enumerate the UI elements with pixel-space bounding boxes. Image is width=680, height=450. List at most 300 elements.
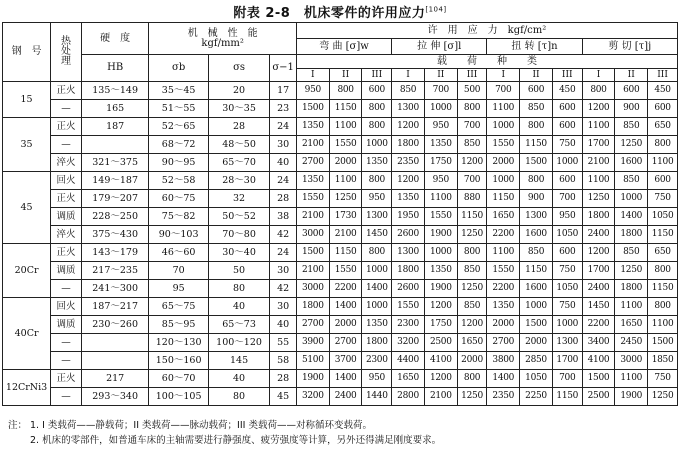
table-row (3, 154, 678, 172)
cell-stress: 2250 (520, 388, 553, 406)
cell-stress: 1300 (392, 244, 425, 262)
cell-stress: 1550 (329, 136, 362, 154)
cell-stress: 1150 (520, 262, 553, 280)
cell-stress: 2300 (392, 316, 425, 334)
cell-sigma-b: 35～45 (149, 82, 208, 100)
cell-stress: 850 (615, 118, 648, 136)
cell-stress: 1800 (362, 334, 392, 352)
cell-stress: 1100 (648, 154, 678, 172)
cell-stress: 1300 (392, 100, 425, 118)
cell-stress: 1100 (615, 370, 648, 388)
cell-stress: 1400 (615, 208, 648, 226)
cell-stress: 800 (520, 172, 553, 190)
cell-sigma-s: 80 (208, 280, 269, 298)
cell-stress: 850 (615, 172, 648, 190)
cell-stress: 600 (362, 82, 392, 100)
cell-stress: 1500 (296, 244, 329, 262)
cell-stress: 650 (648, 244, 678, 262)
cell-hardness: 187 (81, 118, 149, 136)
cell-stress: 1800 (615, 226, 648, 244)
cell-stress: 800 (457, 370, 487, 388)
cell-stress: 650 (648, 118, 678, 136)
cell-stress: 1150 (648, 280, 678, 298)
cell-stress: 450 (552, 82, 582, 100)
cell-stress: 1000 (552, 154, 582, 172)
cell-stress: 850 (615, 244, 648, 262)
cell-sigma-b: 51～55 (149, 100, 208, 118)
cell-stress: 700 (457, 172, 487, 190)
header-hardness: 硬 度 (81, 23, 149, 55)
cell-stress: 1750 (424, 154, 457, 172)
note-1-text: 1. I 类载荷——静载荷；II 类载荷——脉动载荷；III 类载荷——对称循环变载荷。 (30, 420, 372, 431)
cell-stress: 2400 (582, 226, 615, 244)
cell-stress: 4100 (582, 352, 615, 370)
cell-hardness: 375～430 (81, 226, 149, 244)
cell-stress: 800 (520, 118, 553, 136)
cell-stress: 800 (648, 262, 678, 280)
cell-treatment: — (51, 136, 82, 154)
cell-sigma-minus1: 23 (270, 100, 297, 118)
cell-stress: 1050 (552, 280, 582, 298)
note-1 (8, 418, 441, 433)
cell-sigma-minus1: 45 (270, 388, 297, 406)
cell-stress: 2700 (296, 316, 329, 334)
cell-treatment: — (51, 388, 82, 406)
cell-hardness: 241～300 (81, 280, 149, 298)
table-body (3, 82, 678, 406)
cell-stress: 800 (362, 118, 392, 136)
cell-stress: 3000 (615, 352, 648, 370)
table-row (3, 208, 678, 226)
cell-stress: 1700 (552, 352, 582, 370)
cell-sigma-minus1: 30 (270, 298, 297, 316)
table-row (3, 172, 678, 190)
cell-stress: 1950 (392, 208, 425, 226)
cell-stress: 2700 (487, 334, 520, 352)
header-treatment (51, 23, 82, 82)
table-row (3, 136, 678, 154)
cell-stress: 2400 (582, 280, 615, 298)
table-title-ref: [104] (425, 5, 447, 14)
cell-stress: 1730 (329, 208, 362, 226)
cell-stress: 450 (648, 82, 678, 100)
cell-sigma-s: 30～40 (208, 244, 269, 262)
cell-stress: 600 (648, 100, 678, 118)
cell-stress: 750 (552, 298, 582, 316)
cell-stress: 1800 (392, 262, 425, 280)
cell-stress: 1550 (329, 262, 362, 280)
cell-stress: 1400 (329, 370, 362, 388)
cell-stress: 1700 (582, 136, 615, 154)
cell-stress: 1200 (582, 100, 615, 118)
cell-stress: 3200 (392, 334, 425, 352)
cell-stress: 500 (457, 82, 487, 100)
cell-stress: 1250 (615, 262, 648, 280)
cell-stress: 700 (552, 190, 582, 208)
header-torsion: 扭 转 [τ]n (487, 39, 582, 55)
cell-stress: 2200 (582, 316, 615, 334)
header-class-8: III (552, 69, 582, 82)
cell-stress: 600 (520, 82, 553, 100)
cell-sigma-b: 68～72 (149, 136, 208, 154)
cell-sigma-minus1: 40 (270, 316, 297, 334)
cell-stress: 1900 (424, 226, 457, 244)
header-tension: 拉 伸 [σ]l (392, 39, 487, 55)
cell-stress: 1200 (424, 298, 457, 316)
cell-stress: 1350 (296, 118, 329, 136)
note-2 (8, 433, 441, 448)
cell-sigma-s: 100～120 (208, 334, 269, 352)
cell-stress: 1350 (487, 298, 520, 316)
cell-stress: 950 (362, 190, 392, 208)
header-treatment-3: 理 (60, 56, 71, 67)
header-class-10: II (615, 69, 648, 82)
cell-sigma-s: 50 (208, 262, 269, 280)
cell-hardness: 217～235 (81, 262, 149, 280)
header-class-3: I (392, 69, 425, 82)
cell-stress: 600 (648, 172, 678, 190)
cell-stress: 3900 (296, 334, 329, 352)
cell-sigma-minus1: 28 (270, 370, 297, 388)
cell-hardness: 293～340 (81, 388, 149, 406)
table-row (3, 244, 678, 262)
cell-stress: 1450 (582, 298, 615, 316)
cell-stress: 2200 (487, 226, 520, 244)
cell-stress: 1100 (582, 172, 615, 190)
cell-sigma-b: 90～103 (149, 226, 208, 244)
cell-treatment: 正火 (51, 190, 82, 208)
header-steel: 钢 号 (3, 23, 51, 82)
cell-sigma-s: 80 (208, 388, 269, 406)
cell-stress: 1150 (457, 208, 487, 226)
cell-stress: 1200 (457, 316, 487, 334)
cell-stress: 1100 (424, 190, 457, 208)
cell-hardness: 135～149 (81, 82, 149, 100)
cell-hardness: 179～207 (81, 190, 149, 208)
cell-sigma-minus1: 24 (270, 172, 297, 190)
cell-stress: 950 (424, 118, 457, 136)
header-class-2: III (362, 69, 392, 82)
cell-sigma-s: 65～73 (208, 316, 269, 334)
cell-stress: 1100 (487, 100, 520, 118)
cell-stress: 1350 (362, 154, 392, 172)
cell-stress: 1500 (296, 100, 329, 118)
cell-stress: 750 (552, 136, 582, 154)
cell-treatment: — (51, 280, 82, 298)
cell-stress: 3000 (296, 226, 329, 244)
cell-stress: 1100 (582, 118, 615, 136)
cell-stress: 1550 (487, 262, 520, 280)
header-sigma-minus1: σ−1 (270, 55, 297, 82)
cell-stress: 600 (552, 172, 582, 190)
cell-stress: 2100 (296, 208, 329, 226)
cell-stress: 1100 (329, 118, 362, 136)
cell-stress: 1250 (457, 226, 487, 244)
table-title-text: 附表 2-8 机床零件的许用应力 (233, 6, 426, 21)
cell-steel: 15 (3, 82, 51, 118)
cell-treatment: — (51, 334, 82, 352)
cell-stress: 2700 (296, 154, 329, 172)
cell-sigma-b: 100～105 (149, 388, 208, 406)
note-prefix: 注： (8, 420, 28, 431)
cell-stress: 950 (552, 208, 582, 226)
cell-stress: 2700 (329, 334, 362, 352)
cell-treatment: 正火 (51, 82, 82, 100)
cell-stress: 1550 (392, 298, 425, 316)
cell-stress: 2100 (329, 226, 362, 244)
cell-sigma-minus1: 58 (270, 352, 297, 370)
cell-sigma-s: 145 (208, 352, 269, 370)
cell-hardness: 165 (81, 100, 149, 118)
stress-table (2, 22, 678, 406)
cell-hardness: 321～375 (81, 154, 149, 172)
cell-stress: 2850 (520, 352, 553, 370)
cell-sigma-b: 95 (149, 280, 208, 298)
cell-stress: 1500 (648, 334, 678, 352)
cell-stress: 1000 (552, 316, 582, 334)
cell-stress: 800 (582, 82, 615, 100)
cell-stress: 1650 (392, 370, 425, 388)
cell-stress: 600 (552, 100, 582, 118)
cell-stress: 880 (457, 190, 487, 208)
header-class-1: II (329, 69, 362, 82)
cell-sigma-minus1: 42 (270, 280, 297, 298)
cell-stress: 1100 (487, 244, 520, 262)
cell-stress: 1500 (582, 370, 615, 388)
header-allowable: 许 用 应 力 kgf/cm² (296, 23, 677, 39)
cell-treatment: — (51, 100, 82, 118)
header-treatment-2: 处 (60, 46, 71, 57)
cell-stress: 1150 (648, 226, 678, 244)
cell-hardness: 187～217 (81, 298, 149, 316)
cell-stress: 1000 (487, 172, 520, 190)
cell-steel: 45 (3, 172, 51, 244)
cell-stress: 1400 (362, 280, 392, 298)
cell-sigma-s: 50～52 (208, 208, 269, 226)
cell-stress: 1900 (424, 280, 457, 298)
cell-sigma-minus1: 40 (270, 154, 297, 172)
cell-hardness: 143～179 (81, 244, 149, 262)
cell-stress: 2500 (424, 334, 457, 352)
cell-steel: 35 (3, 118, 51, 172)
table-title (0, 2, 680, 21)
table-row (3, 388, 678, 406)
header-sigma-s: σs (208, 55, 269, 82)
cell-stress: 1700 (582, 262, 615, 280)
cell-steel: 12CrNi3 (3, 370, 51, 406)
cell-stress: 1100 (615, 298, 648, 316)
header-class-5: III (457, 69, 487, 82)
cell-stress: 1250 (648, 388, 678, 406)
cell-sigma-b: 52～58 (149, 172, 208, 190)
cell-sigma-minus1: 55 (270, 334, 297, 352)
cell-stress: 750 (552, 262, 582, 280)
cell-stress: 1200 (392, 118, 425, 136)
cell-sigma-s: 28 (208, 118, 269, 136)
header-treatment-1: 热 (60, 36, 71, 47)
cell-stress: 1000 (487, 118, 520, 136)
cell-stress: 1050 (648, 208, 678, 226)
note-2-text: 2. 机床的零部件，如普通车床的主轴需要进行静强度、疲劳强度等计算，另外还得满足刚度要求。 (30, 435, 442, 446)
cell-treatment: 调质 (51, 262, 82, 280)
table-row (3, 262, 678, 280)
header-class-4: II (424, 69, 457, 82)
cell-stress: 1750 (424, 316, 457, 334)
cell-sigma-b: 75～82 (149, 208, 208, 226)
table-row (3, 316, 678, 334)
cell-stress: 1550 (487, 136, 520, 154)
cell-stress: 2350 (487, 388, 520, 406)
cell-steel: 20Cr (3, 244, 51, 298)
cell-stress: 950 (424, 172, 457, 190)
cell-stress: 1600 (615, 154, 648, 172)
cell-stress: 700 (457, 118, 487, 136)
header-class-9: I (582, 69, 615, 82)
cell-stress: 2000 (457, 352, 487, 370)
header-class-0: I (296, 69, 329, 82)
cell-stress: 750 (648, 190, 678, 208)
cell-stress: 1050 (520, 370, 553, 388)
cell-stress: 2000 (487, 316, 520, 334)
cell-stress: 800 (362, 100, 392, 118)
cell-stress: 1850 (648, 352, 678, 370)
cell-stress: 800 (648, 136, 678, 154)
cell-stress: 1150 (487, 190, 520, 208)
cell-stress: 2800 (392, 388, 425, 406)
cell-sigma-minus1: 30 (270, 136, 297, 154)
cell-stress: 800 (362, 244, 392, 262)
cell-treatment: 调质 (51, 316, 82, 334)
cell-sigma-b: 70 (149, 262, 208, 280)
cell-stress: 1650 (457, 334, 487, 352)
cell-sigma-s: 20 (208, 82, 269, 100)
cell-sigma-b: 60～70 (149, 370, 208, 388)
header-hb: HB (81, 55, 149, 82)
cell-stress: 1200 (392, 172, 425, 190)
cell-stress: 1800 (392, 136, 425, 154)
header-load-types: 载 荷 种 类 (296, 55, 677, 69)
table-row (3, 280, 678, 298)
cell-stress: 1000 (362, 262, 392, 280)
cell-stress: 1450 (362, 226, 392, 244)
cell-stress: 1440 (362, 388, 392, 406)
cell-stress: 1150 (520, 136, 553, 154)
cell-stress: 2600 (392, 226, 425, 244)
cell-sigma-s: 40 (208, 298, 269, 316)
header-class-6: I (487, 69, 520, 82)
cell-stress: 800 (457, 100, 487, 118)
cell-sigma-minus1: 38 (270, 208, 297, 226)
cell-sigma-b: 120～130 (149, 334, 208, 352)
cell-stress: 1150 (329, 100, 362, 118)
cell-stress: 700 (424, 82, 457, 100)
cell-stress: 2100 (582, 154, 615, 172)
cell-stress: 2600 (392, 280, 425, 298)
cell-hardness (81, 136, 149, 154)
cell-stress: 850 (457, 262, 487, 280)
cell-stress: 1100 (648, 316, 678, 334)
header-shear: 剪 切 [τ]j (582, 39, 677, 55)
cell-hardness (81, 352, 149, 370)
cell-stress: 1250 (457, 388, 487, 406)
cell-stress: 3200 (296, 388, 329, 406)
cell-stress: 2100 (296, 136, 329, 154)
cell-treatment: 正火 (51, 370, 82, 388)
cell-stress: 1400 (329, 298, 362, 316)
cell-stress: 1800 (615, 280, 648, 298)
cell-sigma-s: 40 (208, 370, 269, 388)
cell-stress: 600 (615, 82, 648, 100)
cell-stress: 1000 (520, 298, 553, 316)
cell-stress: 1600 (520, 280, 553, 298)
cell-stress: 1650 (487, 208, 520, 226)
cell-stress: 2450 (615, 334, 648, 352)
cell-stress: 850 (520, 244, 553, 262)
cell-stress: 3800 (487, 352, 520, 370)
cell-sigma-s: 70～80 (208, 226, 269, 244)
table-row (3, 352, 678, 370)
cell-stress: 1350 (424, 262, 457, 280)
cell-sigma-minus1: 17 (270, 82, 297, 100)
cell-stress: 800 (362, 172, 392, 190)
cell-stress: 2000 (520, 334, 553, 352)
cell-sigma-s: 65～70 (208, 154, 269, 172)
cell-stress: 4100 (424, 352, 457, 370)
cell-stress: 1100 (329, 172, 362, 190)
cell-stress: 900 (615, 100, 648, 118)
cell-stress: 1200 (424, 370, 457, 388)
table-row (3, 82, 678, 100)
table-row (3, 334, 678, 352)
cell-stress: 850 (457, 136, 487, 154)
cell-stress: 1800 (296, 298, 329, 316)
table-row (3, 370, 678, 388)
notes (8, 418, 441, 448)
cell-stress: 5100 (296, 352, 329, 370)
cell-stress: 700 (552, 370, 582, 388)
cell-treatment: 淬火 (51, 154, 82, 172)
cell-sigma-minus1: 24 (270, 118, 297, 136)
cell-sigma-minus1: 24 (270, 244, 297, 262)
cell-stress: 900 (520, 190, 553, 208)
table-row (3, 190, 678, 208)
cell-sigma-s: 48～50 (208, 136, 269, 154)
cell-stress: 1150 (552, 388, 582, 406)
cell-stress: 600 (552, 244, 582, 262)
cell-sigma-s: 30～35 (208, 100, 269, 118)
header-class-11: III (648, 69, 678, 82)
cell-stress: 850 (392, 82, 425, 100)
cell-stress: 1600 (520, 226, 553, 244)
header-sigma-b: σb (149, 55, 208, 82)
cell-hardness (81, 334, 149, 352)
cell-sigma-b: 85～95 (149, 316, 208, 334)
cell-stress: 1800 (582, 208, 615, 226)
header-bend: 弯 曲 [σ]w (296, 39, 391, 55)
cell-sigma-b: 60～75 (149, 190, 208, 208)
cell-stress: 1500 (520, 154, 553, 172)
cell-treatment: — (51, 352, 82, 370)
cell-treatment: 调质 (51, 208, 82, 226)
cell-stress: 1400 (487, 370, 520, 388)
cell-stress: 1000 (424, 100, 457, 118)
cell-stress: 1900 (296, 370, 329, 388)
cell-stress: 1300 (362, 208, 392, 226)
cell-hardness: 149～187 (81, 172, 149, 190)
cell-stress: 950 (362, 370, 392, 388)
cell-stress: 1550 (296, 190, 329, 208)
cell-stress: 1350 (392, 190, 425, 208)
